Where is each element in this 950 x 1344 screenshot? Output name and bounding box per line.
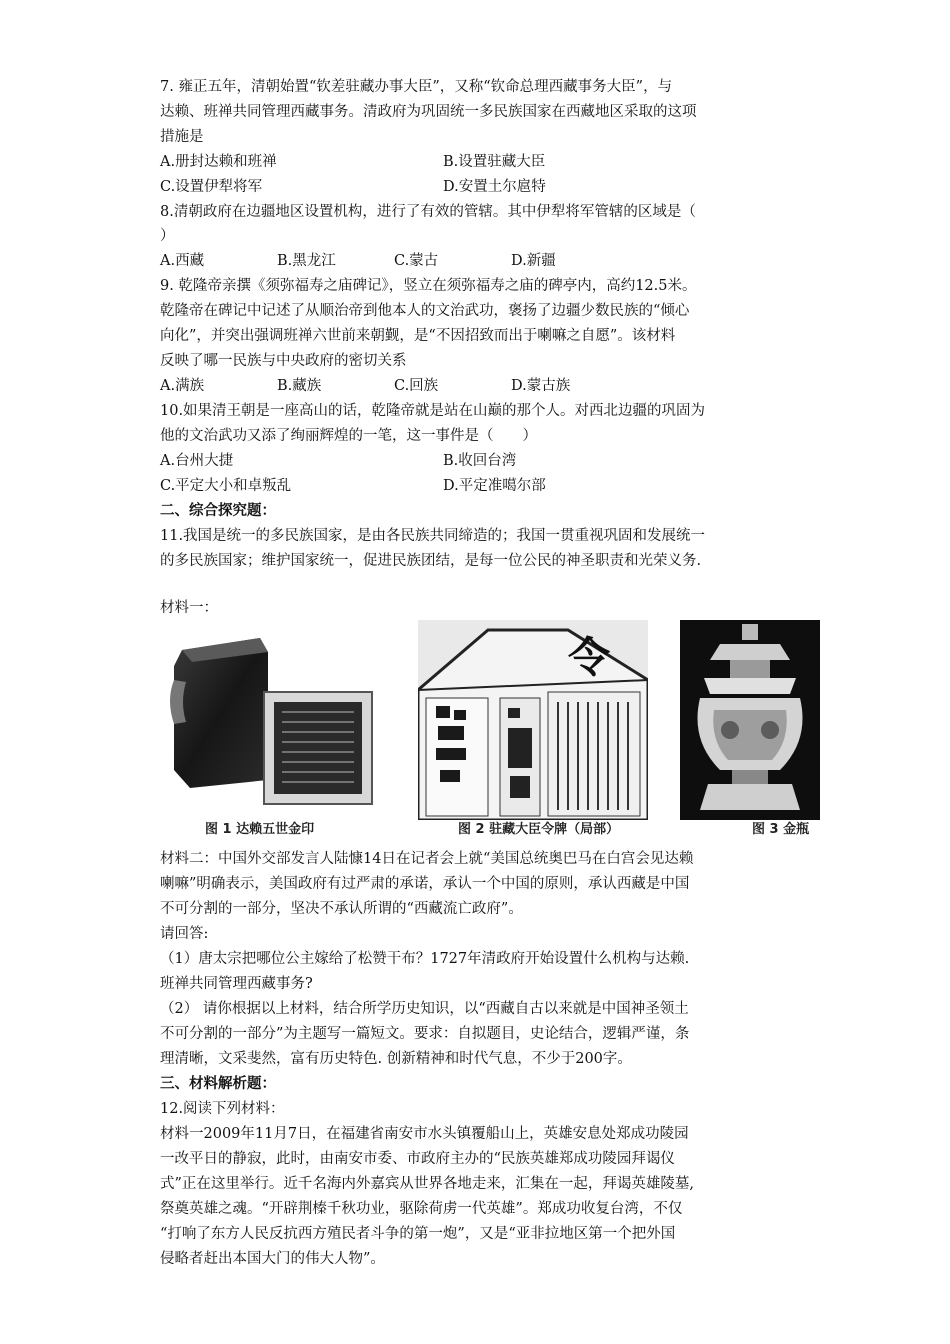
q9-line-3: 向化”，并突出强调班禅六世前来朝觐，是“不因招致而出于喇嘛之自愿”。该材料	[160, 328, 676, 344]
q12-line-6: “打响了东方人民反抗西方殖民者斗争的第一炮”，又是“亚非拉地区第一个把外国	[160, 1226, 676, 1242]
q10-option-a[interactable]: A.台州大捷	[160, 453, 234, 469]
q7-option-c[interactable]: C.设置伊犁将军	[160, 179, 263, 195]
material-2-line-3: 不可分割的一部分，坚决不承认所谓的“西藏流亡政府”。	[160, 901, 523, 917]
q9-option-c[interactable]: C.回族	[394, 378, 439, 394]
material-2-line-1: 材料二：中国外交部发言人陆慷14日在记者会上就“美国总统奥巴马在白宫会见达赖	[160, 851, 694, 867]
material-2-line-2: 喇嘛”明确表示，美国政府有过严肃的承诺，承认一个中国的原则，承认西藏是中国	[160, 876, 690, 892]
q10-option-b[interactable]: B.收回台湾	[443, 453, 517, 469]
q11-line-1: 11.我国是统一的多民族国家，是由各民族共同缔造的；我国一贯重视巩固和发展统一	[160, 528, 706, 544]
answer-prompt: 请回答:	[160, 926, 209, 942]
token-glyph: 令	[568, 633, 611, 682]
q12-line-1: 12.阅读下列材料：	[160, 1101, 285, 1117]
q12-line-7: 侵略者赶出本国大门的伟大人物”。	[160, 1251, 385, 1267]
q9-line-4: 反映了哪一民族与中央政府的密切关系	[160, 353, 407, 369]
q7-line-2: 达赖、班禅共同管理西藏事务。清政府为巩固统一多民族国家在西藏地区采取的这项	[160, 104, 697, 120]
section-2-heading: 二、综合探究题：	[160, 503, 276, 519]
figure-3-caption: 图 3 金瓶	[752, 822, 810, 837]
material-1-label: 材料一：	[160, 600, 218, 616]
q7-line-1: 7. 雍正五年，清朝始置“钦差驻藏办事大臣”，又称“钦命总理西藏事务大臣”，与	[160, 79, 673, 95]
q9-option-d[interactable]: D.蒙古族	[511, 378, 571, 394]
sub-question-1-line-1: （1）唐太宗把哪位公主嫁给了松赞干布？1727年清政府开始设置什么机构与达赖.	[160, 951, 690, 967]
q8-option-b[interactable]: B.黑龙江	[277, 253, 336, 269]
sub-question-2-line-1: （2） 请你根据以上材料，结合所学历史知识，以“西藏自古以来就是中国神圣领土	[160, 1001, 689, 1017]
q9-option-b[interactable]: B.藏族	[277, 378, 322, 394]
q10-line-1: 10.如果清王朝是一座高山的话，乾隆帝就是站在山巅的那个人。对西北边疆的巩固为	[160, 403, 706, 419]
q8-line-1: 8.清朝政府在边疆地区设置机构，进行了有效的管辖。其中伊犁将军管辖的区域是（	[160, 204, 696, 220]
q12-line-4: 式”正在这里举行。近千名海内外嘉宾从世界各地走来，汇集在一起，拜谒英雄陵墓,	[160, 1176, 695, 1192]
golden-seal-photo	[160, 620, 380, 820]
figure-2-caption: 图 2 驻藏大臣令牌（局部）	[458, 822, 620, 837]
q9-option-a[interactable]: A.满族	[160, 378, 205, 394]
q9-line-2: 乾隆帝在碑记中记述了从顺治帝到他本人的文治武功，褒扬了边疆少数民族的“倾心	[160, 303, 690, 319]
q10-line-2: 他的文治武功又添了绚丽辉煌的一笔，这一事件是（ ）	[160, 428, 537, 444]
q7-option-b[interactable]: B.设置驻藏大臣	[443, 154, 546, 170]
q7-line-3: 措施是	[160, 129, 204, 145]
q8-option-a[interactable]: A.西藏	[160, 253, 205, 269]
q11-line-2: 的多民族国家；维护国家统一，促进民族团结，是每一位公民的神圣职责和光荣义务.	[160, 553, 702, 569]
q8-line-2: ）	[160, 228, 175, 244]
q12-line-3: 一改平日的静寂，此时，由南安市委、市政府主办的“民族英雄郑成功陵园拜谒仪	[160, 1151, 675, 1167]
q8-option-c[interactable]: C.蒙古	[394, 253, 439, 269]
q7-option-d[interactable]: D.安置土尔扈特	[443, 179, 546, 195]
command-token-photo	[418, 620, 648, 820]
section-3-heading: 三、材料解析题：	[160, 1076, 276, 1092]
figure-1-caption: 图 1 达赖五世金印	[205, 822, 315, 837]
q8-option-d[interactable]: D.新疆	[511, 253, 556, 269]
sub-question-1-line-2: 班禅共同管理西藏事务?	[160, 976, 313, 992]
sub-question-2-line-2: 不可分割的一部分”为主题写一篇短文。要求：自拟题目，史论结合，逻辑严谨，条	[160, 1026, 690, 1042]
q10-option-c[interactable]: C.平定大小和卓叛乱	[160, 478, 292, 494]
q7-option-a[interactable]: A.册封达赖和班禅	[160, 154, 277, 170]
q12-line-5: 祭奠英雄之魂。“开辟荆榛千秋功业，驱除荷虏一代英雄”。郑成功收复台湾，不仅	[160, 1201, 683, 1217]
q12-line-2: 材料一2009年11月7日，在福建省南安市水头镇覆船山上，英雄安息处郑成功陵园	[160, 1126, 689, 1142]
q9-line-1: 9. 乾隆帝亲撰《须弥福寿之庙碑记》，竖立在须弥福寿之庙的碑亭内，高约12.5米。	[160, 278, 697, 294]
golden-urn-photo	[680, 620, 820, 820]
q10-option-d[interactable]: D.平定准噶尔部	[443, 478, 546, 494]
sub-question-2-line-3: 理清晰，文采斐然，富有历史特色. 创新精神和时代气息，不少于200字。	[160, 1051, 632, 1067]
